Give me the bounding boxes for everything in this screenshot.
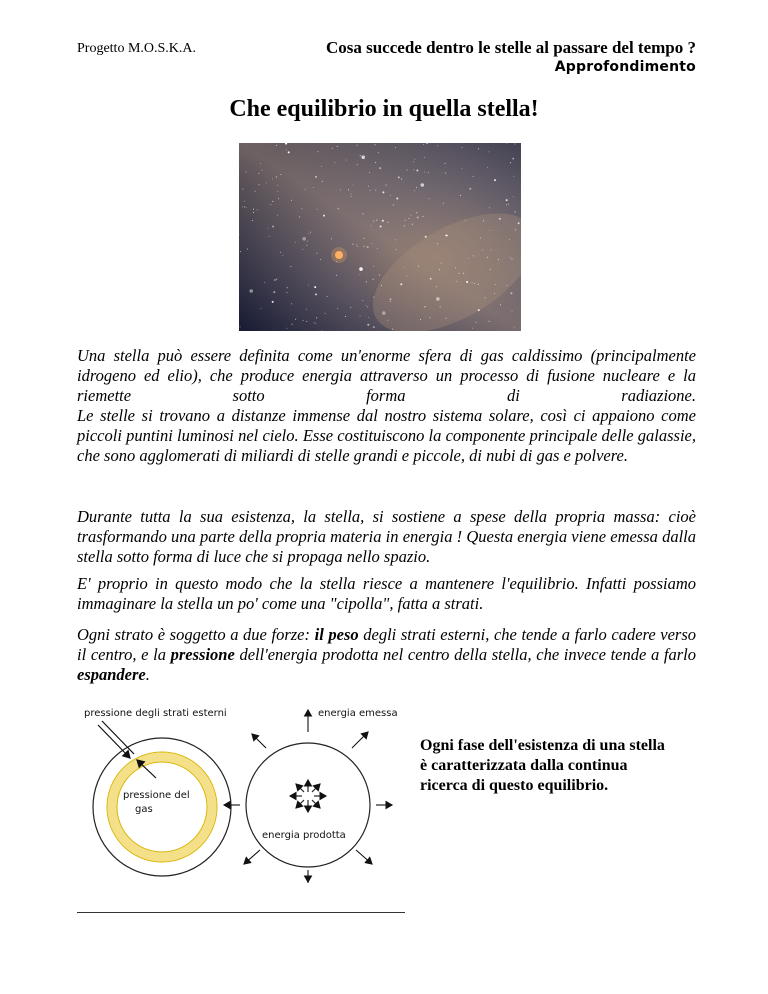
star-dot <box>429 317 430 318</box>
star-dot <box>302 237 306 241</box>
star-dot <box>491 249 492 250</box>
star-dot <box>360 155 361 156</box>
star-dot <box>259 184 260 185</box>
star-dot <box>390 301 391 302</box>
star-dot <box>416 187 417 188</box>
star-dot <box>323 215 325 217</box>
star-dot <box>445 318 446 319</box>
star-dot <box>368 317 369 318</box>
star-dot <box>262 170 263 171</box>
forces-text-1: Ogni strato è soggetto a due forze: <box>77 625 315 644</box>
star-dot <box>314 322 315 323</box>
star-dot <box>407 170 408 171</box>
star-dot <box>396 198 398 200</box>
star-dot <box>346 160 347 161</box>
star-dot <box>258 173 259 174</box>
star-dot <box>390 298 392 300</box>
star-dot <box>246 207 247 208</box>
star-dot <box>437 145 438 146</box>
star-dot <box>361 155 365 159</box>
label-gas-pressure-1: pressione del <box>123 790 190 801</box>
star-dot <box>276 145 277 146</box>
star-dot <box>500 304 501 305</box>
star-dot <box>287 292 288 293</box>
star-dot <box>426 143 427 144</box>
star-dot <box>272 178 273 179</box>
star-dot <box>277 185 278 186</box>
star-dot <box>266 182 267 183</box>
star-dot <box>368 186 369 187</box>
star-dot <box>436 286 437 287</box>
star-dot <box>264 282 265 283</box>
star-dot <box>513 176 514 177</box>
star-dot <box>469 188 471 190</box>
star-dot <box>371 225 372 226</box>
star-dot <box>424 157 425 158</box>
star-dot <box>494 293 495 294</box>
starfield-image <box>239 143 521 331</box>
star-dot <box>255 191 256 192</box>
paragraph-intro-line1: Una stella può essere definita come un'enorme sfera di gas caldissimo (principalmente idrogeno ed elio), che produce energia attraverso un processo di fusione nucleare e la riemette sotto forma di radiazione. <box>77 346 696 405</box>
star-dot <box>268 228 269 229</box>
star-dot <box>359 274 360 275</box>
star-dot <box>288 151 290 153</box>
star-dot <box>379 275 380 276</box>
star-dot <box>462 147 463 148</box>
star-dot <box>292 324 293 325</box>
star-dot <box>382 191 384 193</box>
star-dot <box>515 144 516 145</box>
star-dot <box>476 322 477 323</box>
star-dot <box>364 246 365 247</box>
star-dot <box>252 220 253 221</box>
star-dot <box>508 204 509 205</box>
star-dot <box>474 283 475 284</box>
forces-text-4: . <box>145 665 150 684</box>
star-dot <box>499 218 501 220</box>
section-label: Approfondimento <box>554 59 696 75</box>
star-dot <box>381 285 382 286</box>
diagram-caption: Ogni fase dell'esistenza di una stella è caratterizzata dalla continua ricerca di questo equilibrio. <box>420 737 665 794</box>
star-dot <box>487 167 488 168</box>
star-dot <box>348 189 349 190</box>
star-dot <box>406 276 407 277</box>
star-dot <box>485 297 486 298</box>
star-dot <box>437 243 438 244</box>
star-dot <box>398 176 400 178</box>
star-dot <box>272 301 274 303</box>
star-dot <box>313 187 314 188</box>
star-dot <box>506 204 507 205</box>
star-dot <box>290 266 291 267</box>
star-dot <box>360 316 361 317</box>
star-dot <box>423 216 424 217</box>
star-dot <box>445 173 446 174</box>
star-dot <box>446 235 448 237</box>
star-dot <box>463 273 464 274</box>
star-dot <box>393 205 394 206</box>
star-dot <box>472 328 473 329</box>
topic-title: Cosa succede dentro le stelle al passare del tempo ? <box>325 38 696 57</box>
star-dot <box>277 191 278 192</box>
external-pressure-arrow <box>98 725 130 758</box>
star-dot <box>373 279 374 280</box>
star-dot <box>287 328 288 329</box>
star-dot <box>382 220 384 222</box>
star-dot <box>276 279 277 280</box>
star-dot <box>478 148 479 149</box>
star-dot <box>387 320 388 321</box>
star-dot <box>351 193 352 194</box>
star-dot <box>510 162 511 163</box>
forces-expand: espandere <box>77 665 146 684</box>
star-dot <box>332 148 333 149</box>
star-dot <box>439 269 440 270</box>
star-dot <box>276 177 277 178</box>
star-dot <box>242 207 243 208</box>
star-dot <box>269 236 270 237</box>
forces-pressure: pressione <box>170 645 235 664</box>
star-dot <box>428 172 429 173</box>
star-dot <box>395 147 396 148</box>
star-dot <box>367 324 369 326</box>
star-dot <box>306 321 307 322</box>
star-dot <box>461 168 462 169</box>
star-dot <box>373 326 375 328</box>
star-dot <box>280 174 281 175</box>
star-dot <box>272 201 273 202</box>
star-dot <box>425 306 426 307</box>
star-dot <box>478 284 479 285</box>
star-dot <box>362 300 363 301</box>
star-dot <box>315 293 317 295</box>
star-dot <box>443 203 444 204</box>
star-dot <box>440 306 441 307</box>
star-dot <box>482 250 483 251</box>
star-dot <box>478 309 480 311</box>
star-dot <box>404 267 405 268</box>
star-dot <box>375 190 376 191</box>
star-dot <box>401 179 402 180</box>
star-dot <box>306 245 307 246</box>
star-dot <box>495 284 496 285</box>
star-dot <box>366 281 367 282</box>
star-dot <box>295 242 296 243</box>
star-dot <box>373 266 374 267</box>
paragraph-onion: E' proprio in questo modo che la stella riesce a mantenere l'equilibrio. Infatti possiamo immaginare la stella un po' come una "cipolla", fatta a strati. <box>77 574 696 613</box>
star-dot <box>405 220 406 221</box>
star-dot <box>371 243 372 244</box>
star-dot <box>260 308 261 309</box>
star-dot <box>340 190 341 191</box>
star-dot <box>425 236 427 238</box>
label-external-pressure: pressione degli strati esterni <box>84 708 227 719</box>
star-dot <box>506 285 507 286</box>
star-dot <box>337 146 338 147</box>
star-dot <box>489 230 490 231</box>
star-dot <box>357 246 358 247</box>
star-dot <box>280 252 281 253</box>
star-dot <box>459 273 460 274</box>
star-dot <box>375 144 376 145</box>
star-dot <box>351 196 352 197</box>
star-dot <box>249 289 253 293</box>
star-dot <box>489 207 490 208</box>
star-dot <box>365 305 366 306</box>
star-dot <box>413 169 414 170</box>
star-dot <box>315 323 316 324</box>
star-dot <box>367 307 368 308</box>
star-dot <box>316 317 317 318</box>
star-dot <box>420 319 421 320</box>
star-dot <box>379 167 381 169</box>
star-dot <box>321 166 322 167</box>
label-produced-energy: energia prodotta <box>262 830 346 841</box>
star-dot <box>515 212 516 213</box>
star-dot <box>415 159 416 160</box>
star-dot <box>273 291 275 293</box>
star-dot <box>514 327 515 328</box>
star-dot <box>518 222 520 224</box>
star-dot <box>373 297 374 298</box>
star-dot <box>460 195 461 196</box>
star-dot <box>395 239 396 240</box>
star-dot <box>430 278 432 280</box>
star-dot <box>315 176 317 178</box>
star-dot <box>487 257 488 258</box>
star-dot <box>490 269 491 270</box>
star-dot <box>337 308 338 309</box>
star-dot <box>245 172 246 173</box>
star-dot <box>473 255 474 256</box>
star-dot <box>291 200 292 201</box>
star-dot <box>303 320 304 321</box>
star-dot <box>357 164 358 165</box>
star-dot <box>257 209 258 210</box>
star-dot <box>295 319 296 320</box>
star-dot <box>376 220 377 221</box>
star-dot <box>390 195 391 196</box>
star-dot <box>277 215 278 216</box>
star-dot <box>306 309 307 310</box>
star-dot <box>380 226 382 228</box>
star-dot <box>247 249 248 250</box>
paragraph-intro-line2: Le stelle si trovano a distanze immense dal nostro sistema solare, così ci appaiono come piccoli puntini luminosi nel cielo. Esse costituiscono la componente principale delle galassie, che sono agglomerati di miliardi di stelle grandi e piccole, di nubi di gas e polvere. <box>77 406 696 465</box>
star-dot <box>417 217 419 219</box>
star-dot <box>367 246 369 248</box>
star-dot <box>387 222 388 223</box>
star-dot <box>325 313 326 314</box>
paragraph-forces <box>77 625 696 685</box>
star-dot <box>509 239 510 240</box>
star-dot <box>424 307 425 308</box>
star-dot <box>510 292 512 294</box>
page-title: Che equilibrio in quella stella! <box>229 96 539 122</box>
star-dot <box>489 321 490 322</box>
star-dot <box>414 190 415 191</box>
star-dot <box>412 224 413 225</box>
star-dot <box>310 232 311 233</box>
star-dot <box>270 204 271 205</box>
star-dot <box>244 206 245 207</box>
star-dot <box>356 244 357 245</box>
star-dot <box>498 259 499 260</box>
star-dot <box>392 329 393 330</box>
star-dot <box>473 176 474 177</box>
paragraph-intro <box>77 346 696 466</box>
star-dot <box>278 198 279 199</box>
star-dot <box>359 267 363 271</box>
star-dot <box>316 253 317 254</box>
star-dot <box>253 212 254 213</box>
star-dot <box>423 144 424 145</box>
star-dot <box>260 163 261 164</box>
forces-weight: il peso <box>314 625 359 644</box>
star-dot <box>244 201 245 202</box>
star-dot <box>441 263 442 264</box>
star-dot <box>357 145 358 146</box>
star-dot <box>307 241 308 242</box>
star-dot <box>299 217 300 218</box>
star-dot <box>483 220 484 221</box>
star-dot <box>282 255 283 256</box>
star-dot <box>308 284 309 285</box>
star-dot <box>314 286 316 288</box>
star-dot <box>305 189 306 190</box>
star-dot <box>331 238 332 239</box>
star-dot <box>465 220 466 221</box>
star-dot <box>274 279 276 281</box>
star-dot <box>272 226 274 228</box>
star-dot <box>317 151 318 152</box>
star-dot <box>404 225 405 226</box>
star-dot <box>242 189 243 190</box>
star-dot <box>375 162 376 163</box>
star-dot <box>436 297 440 301</box>
star-dot <box>291 303 292 304</box>
star-dot <box>455 267 456 268</box>
label-gas-pressure-2: gas <box>135 804 153 815</box>
star-dot <box>336 275 337 276</box>
star-dot <box>364 238 365 239</box>
star-dot <box>352 244 353 245</box>
star-dot <box>395 249 396 250</box>
star-dot <box>345 316 346 317</box>
star-dot <box>322 181 323 182</box>
star-dot <box>413 161 414 162</box>
star-dot <box>512 311 513 312</box>
star-dot <box>301 208 302 209</box>
star-dot <box>416 212 417 213</box>
star-dot <box>240 326 241 327</box>
star-dot <box>510 257 511 258</box>
star-dot <box>418 266 419 267</box>
star-dot <box>370 190 371 191</box>
star-dot <box>468 258 469 259</box>
star-dot <box>512 158 514 160</box>
star-dot <box>429 198 430 199</box>
star-dot <box>253 209 254 210</box>
paragraph-mass: Durante tutta la sua esistenza, la stella, si sostiene a spese della propria massa: cioè trasformando una parte della propria materia in energia ! Questa energia viene emessa dalla stella sotto forma di luce che si propaga nello spazio. <box>77 507 696 566</box>
star-dot <box>513 196 514 197</box>
star-dot <box>334 162 335 163</box>
star-dot <box>494 179 496 181</box>
star-dot <box>472 282 473 283</box>
star-dot <box>480 238 481 239</box>
star-dot <box>308 233 309 234</box>
star-dot <box>287 287 288 288</box>
star-dot <box>350 307 351 308</box>
star-dot <box>445 163 446 164</box>
forces-text-3: dell'energia prodotta nel centro della stella, che invece tende a farlo <box>234 645 696 664</box>
star-dot <box>466 281 468 283</box>
star-dot <box>382 311 386 315</box>
star-dot <box>512 259 513 260</box>
star-dot <box>327 296 328 297</box>
star-dot <box>302 249 303 250</box>
star-dot <box>386 185 387 186</box>
star-dot <box>353 185 354 186</box>
star-dot <box>456 281 457 282</box>
star-dot <box>377 248 378 249</box>
star-dot <box>378 152 379 153</box>
footer-rule <box>77 912 405 913</box>
star-dot <box>506 199 508 201</box>
star-dot <box>373 221 374 222</box>
star-dot <box>424 172 425 173</box>
star-dot <box>488 151 489 152</box>
star-dot <box>316 209 317 210</box>
equilibrium-diagram <box>80 700 410 885</box>
star-dot <box>409 218 410 219</box>
forces-text-2: degli strati esterni, che tende a farlo cadere verso il centro, e la <box>77 625 696 664</box>
star-dot <box>411 215 412 216</box>
star-dot <box>320 259 321 260</box>
star-dot <box>369 172 370 173</box>
starfield-photo <box>239 143 521 331</box>
star-dot <box>240 251 241 252</box>
star-dot <box>286 150 287 151</box>
project-name: Progetto M.O.S.K.A. <box>77 41 197 56</box>
star-dot <box>515 229 516 230</box>
star-dot <box>400 283 402 285</box>
star-dot <box>338 208 339 209</box>
label-emitted-energy: energia emessa <box>318 708 398 719</box>
star-dot <box>363 213 364 214</box>
star-dot <box>427 143 428 144</box>
star-dot <box>416 170 418 172</box>
star-dot <box>421 183 425 187</box>
